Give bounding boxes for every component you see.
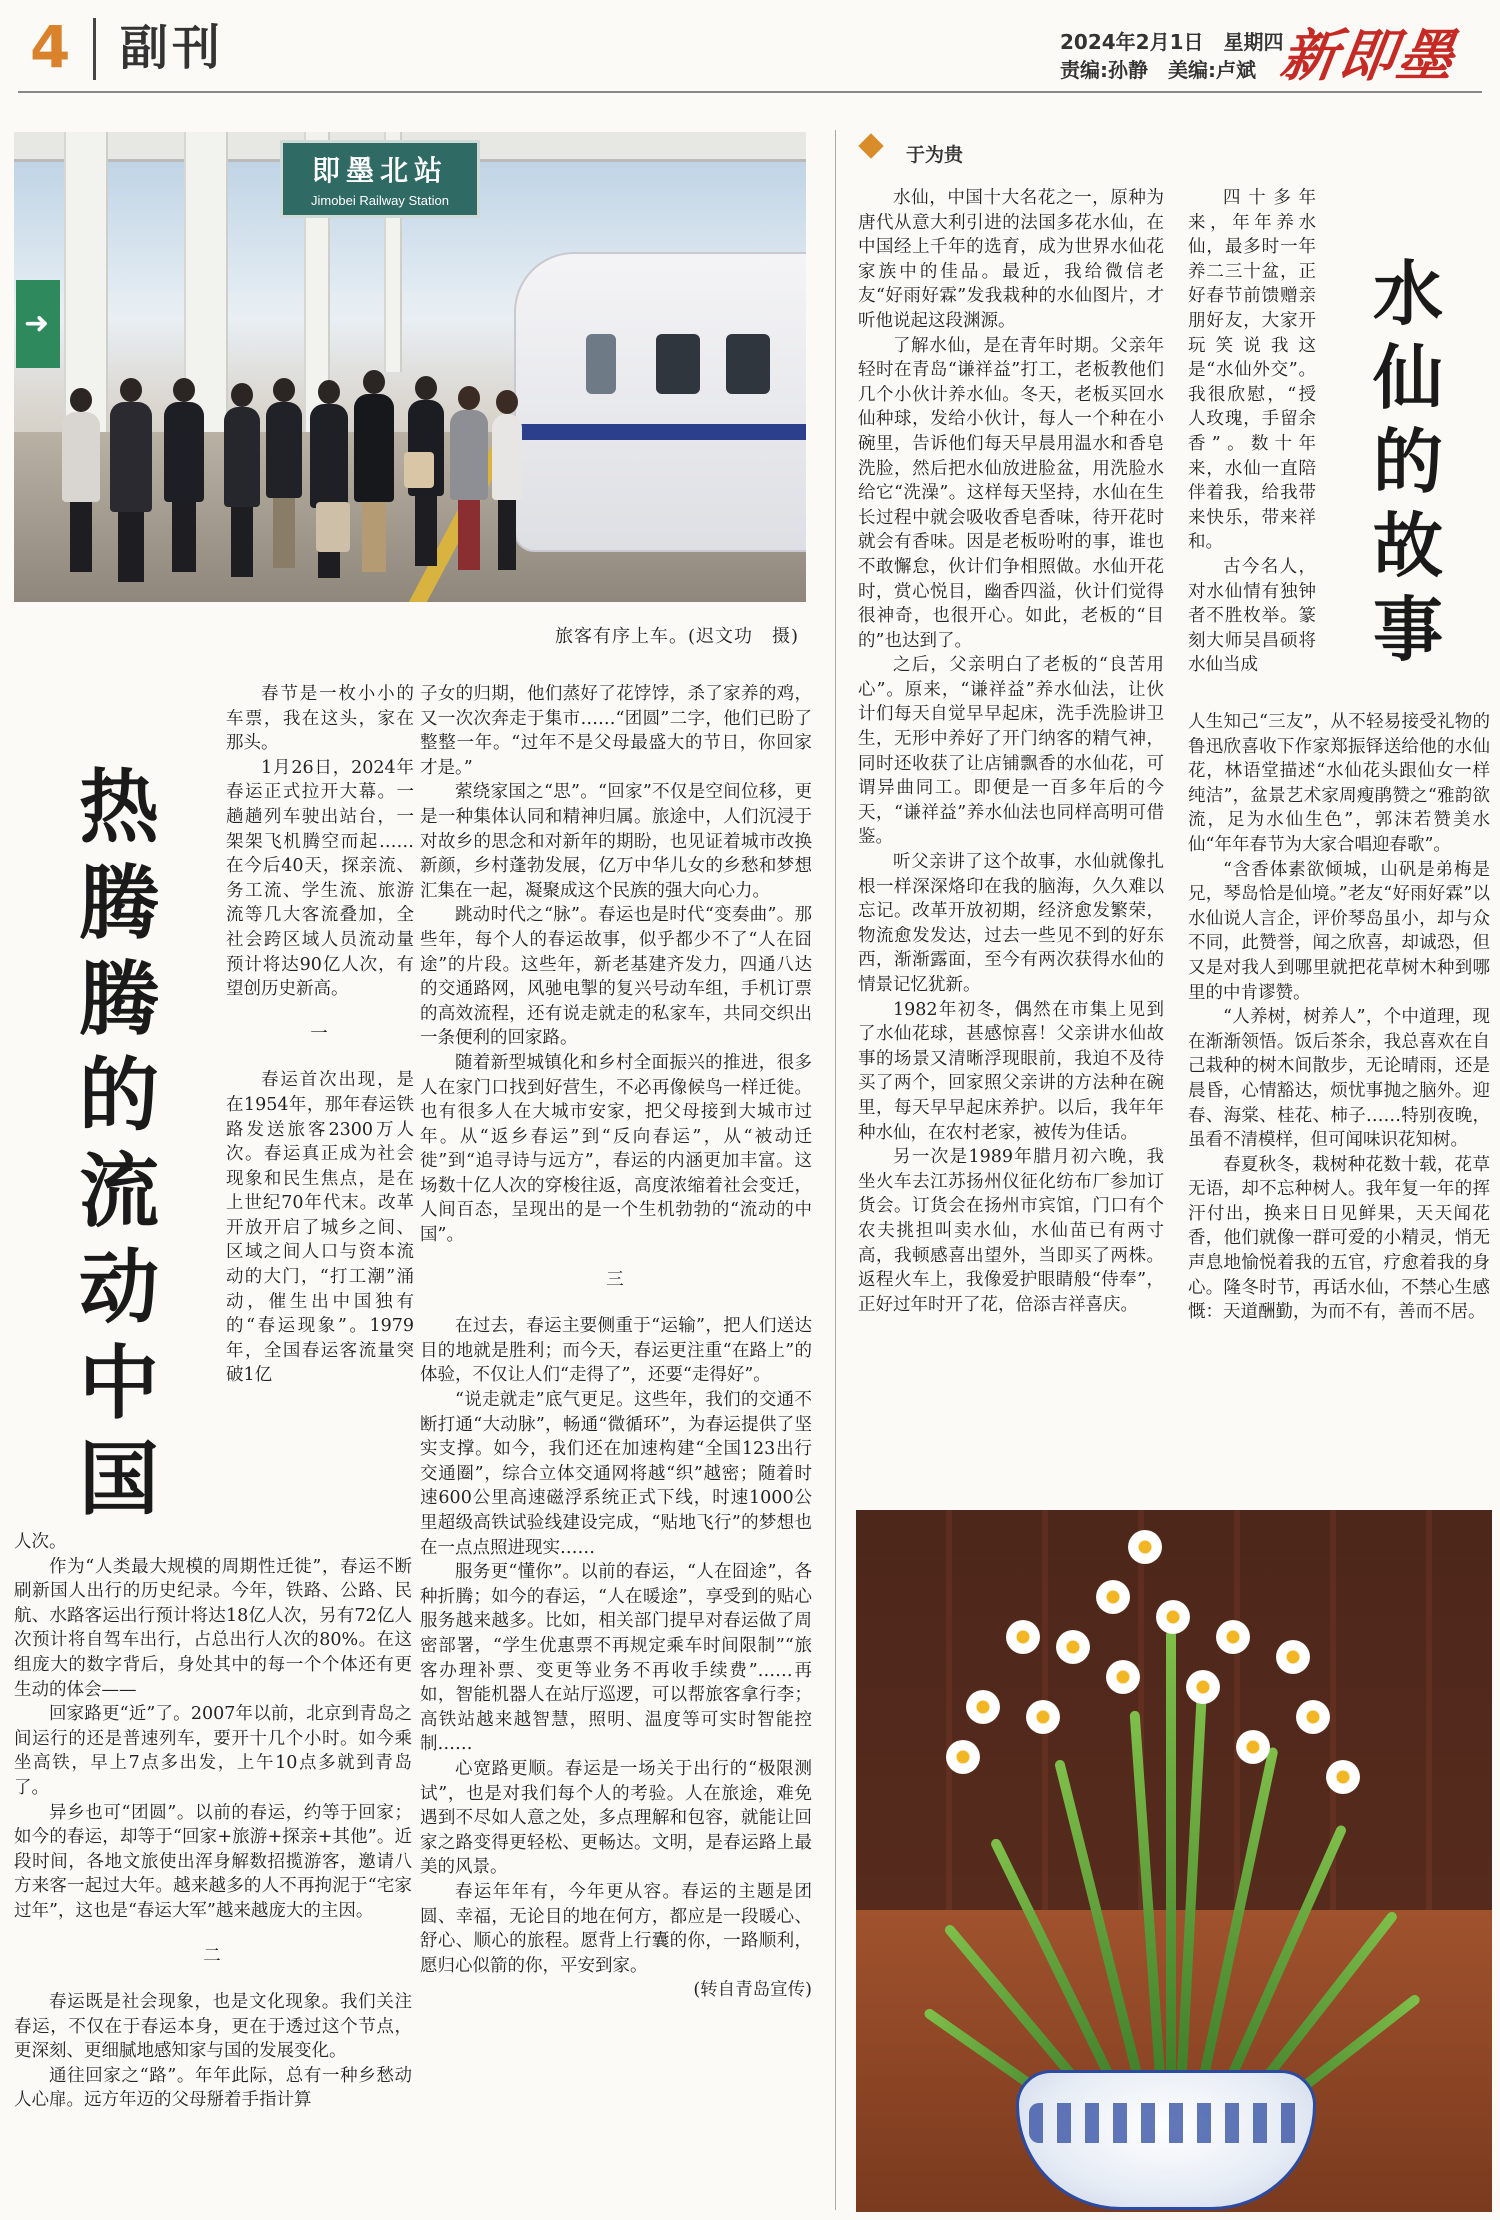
paragraph: 服务更“懂你”。以前的春运，“人在囧途”，各种折腾；如今的春运，“人在暖途”，享受到的贴心服务越来越多。比如，相关部门提早对春运做了周密部署，“学生优惠票不再规定乘车时间限制”“旅客办理补票、变更等业务不再收手续费”……再如，智能机器人在站厅巡逻，可以帮旅客拿行李；高铁站越来越智慧，照明、温度等可实时智能控制…… xyxy=(420,1562,812,1755)
newspaper-logo: 新即墨 xyxy=(1276,23,1461,89)
paragraph: 春运首次出现，是在1954年，那年春运铁路发送旅客2300万人次。春运真正成为社会现象和民生焦点，是在上世纪70年代末。改革开放开启了城乡之间、区域之间人口与资本流动的大门，“打工潮”涌动，催生出中国独有的“春运现象”。1979年，全国春运客流量突破1亿 xyxy=(226,1070,414,1386)
train-illustration xyxy=(514,252,806,552)
paragraph: 随着新型城镇化和乡村全面振兴的推进，很多人在家门口找到好营生，不必再像候鸟一样迁徙。也有很多人在大城市安家，把父母接到大城市过年。从“返乡春运”到“反向春运”，从“被动迁徙”到“追寻诗与远方”，春运的内涵更加丰富。这场数十亿人次的穿梭往返，高度浓缩着社会变迁，人间百态，呈现出的是一个生机勃勃的“流动的中国”。 xyxy=(420,1052,812,1246)
station-sign-en: Jimobei Railway Station xyxy=(310,193,449,208)
station-photo xyxy=(14,132,806,602)
column-separator xyxy=(835,130,836,2210)
paragraph: “说走就走”底气更足。这些年，我们的交通不断打通“大动脉”，畅通“微循环”，为春运提供了坚实支撑。如今，我们还在加速构建“全国123出行交通圈”，综合立体交通网将越“织”越密；随着时速600公里高速磁浮系统正式下线，时速1000公里超级高铁试验线建设完成，“贴地飞行”的梦想也在一点点照进现实…… xyxy=(420,1390,812,1558)
paragraph: 心宽路更顺。春运是一场关于出行的“极限测试”，也是对我们每个人的考验。人在旅途，难免遇到不尽如人意之处，多点理解和包容，就能让回家之路变得更轻松、更畅达。文明，是春运路上最美的风景。 xyxy=(420,1758,812,1878)
section-number: 三 xyxy=(606,1269,626,1290)
paragraph: 1月26日，2024年春运正式拉开大幕。一趟趟列车驶出站台，一架架飞机腾空而起……在今后40天，探亲流、务工流、学生流、旅游流等几大客流叠加，全社会跨区域人员流动量预计将达90亿人次，有望创历史新高。 xyxy=(226,757,414,1000)
flower-pot xyxy=(1016,2070,1316,2210)
editor-credits: 责编:孙静 美编:卢斌 xyxy=(1060,58,1256,82)
paragraph: 1982年初冬，偶然在市集上见到了水仙花球，甚感惊喜！父亲讲水仙故事的场景又清晰浮现眼前，我迫不及待买了两个，回家照父亲讲的方法种在碗里，每天早早起床养护。以后，我年年种水仙，在农村老家，被传为佳话。 xyxy=(858,999,1164,1143)
source-note: (转自青岛宣传) xyxy=(693,1980,812,2001)
author-byline: 于为贵 xyxy=(906,144,964,166)
section-number: 一 xyxy=(310,1023,330,1044)
narcissus-photo xyxy=(856,1510,1492,2212)
paragraph: 听父亲讲了这个故事，水仙就像扎根一样深深烙印在我的脑海，久久难以忘记。改革开放初期，经济愈发繁荣，物流愈发发达，过去一些见不到的好东西，渐渐露面，至今有两次获得水仙的情景记忆犹新。 xyxy=(858,852,1164,995)
station-sign-cn: 即墨北站 xyxy=(311,154,448,187)
article-column-e xyxy=(1188,186,1316,678)
paragraph: 在过去，春运主要侧重于“运输”，把人们送达目的地就是胜利；而今天，春运更注重“在路上”的体验，不仅让人们“走得了”，还要“走得好”。 xyxy=(420,1316,812,1386)
paragraph: “含香体素欲倾城，山矾是弟梅是兄，琴岛恰是仙境。”老友“好雨好霖”以水仙说人言企，评价琴岛虽小，却与众不同，此赞誉，闻之欣喜，却诚恐，但又是对我人到哪里就把花草树木种到哪里的中肯谬赞。 xyxy=(1188,859,1490,1003)
section-title: 副刊 xyxy=(120,20,225,76)
paragraph: 春运既是社会现象，也是文化现象。我们关注春运，不仅在于春运本身，更在于透过这个节点，更深刻、更细腻地感知家与国的发展变化。 xyxy=(14,1992,412,2062)
paragraph: “人养树，树养人”，个中道理，现在渐渐领悟。饭后茶余，我总喜欢在自己栽种的树木间散步，无论晴雨，还是晨昏，心情豁达，烦忧事抛之脑外。迎春、海棠、桂花、柿子……特别夜晚，虽看不清模样，但可闻味识花知树。 xyxy=(1188,1007,1490,1151)
paragraph: 春节是一枚小小的车票，我在这头，家在那头。 xyxy=(226,684,414,754)
paragraph: 通往回家之“路”。年年此际，总有一种乡愁动人心扉。远方年迈的父母掰着手指计算 xyxy=(14,2065,412,2111)
paragraph: 作为“人类最大规模的周期性迁徙”，春运不断刷新国人出行的历史纪录。今年，铁路、公路、民航、水路客运出行预计将达18亿人次，另有72亿人次预计将自驾车出行，占总出行人次的80%。在这组庞大的数字背后，身处其中的每一个个体还有更生动的体会—— xyxy=(14,1556,412,1700)
issue-date: 2024年2月1日 星期四 xyxy=(1060,30,1284,54)
article-column-d xyxy=(858,186,1164,1317)
paragraph: 异乡也可“团圆”。以前的春运，约等于回家；如今的春运，却等于“回家+旅游+探亲+其他”。近段时间，各地文旅使出浑身解数招揽游客，邀请八方来客一起过大年。越来越多的人不再拘泥于“宅家过年”，这也是“春运大军”越来越庞大的主因。 xyxy=(14,1802,412,1921)
paragraph: 跳动时代之“脉”。春运也是时代“变奏曲”。那些年，每个人的春运故事，似乎都少不了“人在囧途”的片段。这些年，新老基建齐发力，四通八达的交通路网，风驰电掣的复兴号动车组，手机订票的高效流程，还有说走就走的私家车，共同交织出一条便利的回家路。 xyxy=(420,905,812,1049)
paragraph: 古今名人，对水仙情有独钟者不胜枚举。篆刻大师吴昌硕将水仙当成 xyxy=(1188,556,1316,676)
paragraph: 回家路更“近”了。2007年以前，北京到青岛之间运行的还是普速列车，要开十几个小时。如今乘坐高铁，早上7点多出发，上午10点多就到青岛了。 xyxy=(14,1704,412,1798)
section-number: 二 xyxy=(203,1945,223,1966)
paragraph: 之后，父亲明白了老板的“良苦用心”。原来，“谦祥益”养水仙法，让伙计们每天自觉早早起床，洗手洗脸讲卫生，无形中养好了开门纳客的精气神，同时还收获了让店铺飘香的水仙花，可谓异曲同工。即便是一百多年后的今天，“谦祥益”养水仙法也同样高明可借鉴。 xyxy=(858,655,1164,848)
article-column-c xyxy=(420,682,812,2003)
paragraph: 人次。 xyxy=(14,1532,67,1552)
paragraph: 春夏秋冬，栽树种花数十载，花草无语，却不忘种树人。我年复一年的挥汗付出，换来日日见鲜果，天天闻花香，他们就像一群可爱的小精灵，悄无声息地愉悦着我的五官，疗愈着我的身心。隆冬时节，再话水仙，不禁心生感慨：天道酬勤，为而不有，善而不居。 xyxy=(1188,1154,1490,1323)
article-title: 热腾腾的流动中国 xyxy=(79,761,159,1526)
paragraph: 四十多年来，年年养水仙，最多时一年养二三十盆，正好春节前馈赠亲朋好友，大家开玩笑说我这是“水仙外交”。我很欣慰，“授人玫瑰，手留余香”。数十年来，水仙一直陪伴着我，给我带来快乐，带来祥和。 xyxy=(1188,188,1316,553)
paragraph: 了解水仙，是在青年时期。父亲年轻时在青岛“谦祥益”打工，老板教他们几个小伙计养水仙。冬天，老板买回水仙种球，发给小伙计，每人一个种在小碗里，告诉他们每天早晨用温水和香皂洗脸，然后把水仙放进脸盆，用洗脸水给它“洗澡”。这样每天坚持，水仙在生长过程中就会吸收香皂香味，待开花时就会有香味。因是老板吩咐的事，谁也不敢懈怠，伙计们争相照做。水仙开花时，赏心悦目，幽香四溢，伙计们觉得很神奇，也很开心。如此，老板的“目的”也达到了。 xyxy=(858,335,1164,651)
paragraph: 人生知己“三友”，从不轻易接受礼物的鲁迅欣喜收下作家郑振铎送给他的水仙花，林语堂描述“水仙花头跟仙女一样纯洁”，盆景艺术家周瘦鹃赞之“雅韵欲流，足为水仙生色”，郭沫若赞美水仙“年年春节为大家合唱迎春歌”。 xyxy=(1188,712,1490,855)
page-number: 4 xyxy=(30,13,71,81)
paragraph: 水仙，中国十大名花之一，原种为唐代从意大利引进的法国多花水仙，在中国经上千年的选育，成为世界水仙花家族中的佳品。最近，我给微信老友“好雨好霖”发我栽种的水仙图片，才听他说起这段渊源。 xyxy=(858,188,1164,331)
byline-diamond-icon xyxy=(858,133,883,158)
paragraph: 子女的归期，他们蒸好了花饽饽，杀了家养的鸡，又一次次奔走于集市……“团圆”二字，他们已盼了整整一年。“过年不是父母最盛大的节日，你回家才是。” xyxy=(420,684,812,778)
article-column-b xyxy=(14,1530,412,2113)
photo-caption: 旅客有序上车。(迟文功 摄) xyxy=(555,626,800,647)
station-sign xyxy=(280,140,480,218)
paragraph: 另一次是1989年腊月初六晚，我坐火车去江苏扬州仪征化纺布厂参加订货会。订货会在扬州市宾馆，门口有个农夫挑担叫卖水仙，水仙苗已有两寸高，我顿感喜出望外，当即买了两株。返程火车上，我像爱护眼睛般“侍奉”，正好过年时开了花，倍添吉祥喜庆。 xyxy=(858,1147,1164,1315)
article-column-f xyxy=(1188,710,1490,1325)
article-title: 水仙的故事 xyxy=(1373,253,1443,671)
header-rule xyxy=(18,91,1482,93)
exit-arrow-icon: ➜ xyxy=(16,280,60,368)
article-column-a xyxy=(226,682,414,1388)
paragraph: 春运年年有，今年更从容。春运的主题是团圆、幸福，无论目的地在何方，都应是一段暖心、舒心、顺心的旅程。愿背上行囊的你，一路顺利，愿归心似箭的你，平安到家。 xyxy=(420,1881,812,1976)
header-divider xyxy=(93,18,96,80)
paragraph: 萦绕家国之“思”。“回家”不仅是空间位移，更是一种集体认同和精神归属。旅途中，人们沉浸于对故乡的思念和对新年的期盼，也见证着城市改换新颜，乡村蓬勃发展，亿万中华儿女的乡愁和梦想汇集在一起，凝聚成这个民族的强大向心力。 xyxy=(420,782,812,901)
